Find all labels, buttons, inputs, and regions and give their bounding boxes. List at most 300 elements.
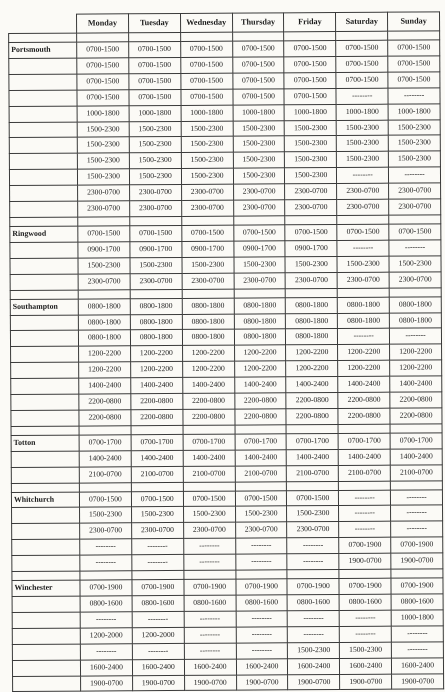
separator-cell [337, 288, 389, 297]
shift-cell: 1900-0700 [132, 675, 184, 691]
shift-cell: 2200-0800 [390, 408, 442, 424]
separator-cell [128, 32, 180, 41]
shift-cell: 0700-1900 [184, 579, 236, 595]
shift-cell: 0700-1500 [129, 89, 181, 105]
location-cell [9, 106, 77, 122]
shift-cell: 1000-1800 [181, 105, 233, 121]
shift-cell: 0800-1800 [338, 313, 390, 329]
location-cell [10, 330, 78, 346]
day-header: Thursday [232, 13, 284, 32]
shift-cell: 1400-2400 [131, 378, 183, 394]
shift-cell: 1400-2400 [338, 449, 390, 465]
shift-cell: 1500-2300 [131, 507, 183, 523]
shift-cell: 0700-1900 [391, 537, 443, 553]
separator-cell [388, 31, 440, 40]
shift-cell: 1200-2000 [132, 627, 184, 643]
shift-cell: 1200-2200 [130, 346, 182, 362]
table-row [9, 40, 440, 59]
shift-cell: -------- [236, 643, 288, 659]
table-row [10, 199, 441, 218]
shift-cell: -------- [336, 88, 388, 104]
shift-cell: 2200-0800 [183, 409, 235, 425]
shift-cell: 2300-0700 [129, 185, 181, 201]
separator-cell [339, 569, 391, 578]
shift-cell: 1500-2300 [285, 152, 337, 168]
shift-cell: 1600-2400 [80, 659, 132, 675]
shift-cell: 2200-0800 [183, 393, 235, 409]
shift-cell: 2100-0700 [235, 465, 287, 481]
shift-cell: -------- [80, 612, 132, 628]
shift-cell: 1200-2200 [234, 345, 286, 361]
shift-cell: 1900-0700 [288, 674, 340, 690]
shift-cell: 0800-1800 [389, 296, 441, 312]
shift-cell: 1500-2300 [235, 506, 287, 522]
shift-cell: 0700-1500 [233, 225, 285, 241]
shift-cell: 1000-1800 [336, 104, 388, 120]
day-header: Saturday [336, 12, 388, 31]
shift-cell: 0700-1500 [336, 72, 388, 88]
location-cell [9, 122, 77, 138]
table-row [12, 578, 443, 597]
shift-cell: -------- [389, 167, 441, 183]
shift-cell: -------- [236, 611, 288, 627]
shift-cell: 2100-0700 [79, 466, 131, 482]
location-cell [12, 508, 80, 524]
shift-cell: 2300-0700 [389, 199, 441, 215]
shift-cell: -------- [80, 539, 132, 555]
shift-cell: 0800-1800 [234, 313, 286, 329]
shift-cell: 2300-0700 [235, 522, 287, 538]
shift-cell: 0700-1900 [339, 578, 391, 594]
location-cell [9, 90, 77, 106]
shift-cell: 0700-1500 [235, 490, 287, 506]
shift-cell: 1900-0700 [392, 673, 444, 689]
location-cell [12, 555, 80, 571]
shift-cell: 1200-2200 [390, 344, 442, 360]
shift-cell: 1600-2400 [236, 658, 288, 674]
shift-cell: 1500-2300 [233, 168, 285, 184]
shift-cell: 0700-1500 [232, 41, 284, 57]
shift-cell: 0700-1500 [183, 491, 235, 507]
separator-cell [78, 217, 130, 226]
shift-cell: 1500-2300 [77, 153, 129, 169]
location-cell [11, 467, 79, 483]
shift-cell: 0700-1700 [390, 433, 442, 449]
location-cell [11, 378, 79, 394]
location-cell [11, 346, 79, 362]
shift-cell: 0700-1900 [132, 580, 184, 596]
shift-cell: 0800-1800 [182, 314, 234, 330]
shift-cell: 0700-1500 [388, 40, 440, 56]
shift-cell: 1600-2400 [288, 658, 340, 674]
shift-cell: 0800-1800 [182, 330, 234, 346]
shift-cell: 0700-1500 [180, 57, 232, 73]
shift-cell: 0700-1500 [131, 491, 183, 507]
table-row [9, 151, 440, 170]
shift-cell: 1000-1800 [388, 103, 440, 119]
separator-cell [235, 570, 287, 579]
shift-cell: 0700-1500 [285, 224, 337, 240]
separator-cell [391, 569, 443, 578]
shift-cell: 2300-0700 [80, 523, 132, 539]
separator-cell [10, 290, 78, 299]
separator-cell [79, 482, 131, 491]
shift-cell: 0800-1600 [80, 596, 132, 612]
shift-cell: 0700-1500 [287, 490, 339, 506]
shift-cell: 0700-1500 [181, 89, 233, 105]
shift-cell: 0700-1500 [180, 41, 232, 57]
shift-cell: 1200-2000 [80, 628, 132, 644]
shift-cell: 0700-1500 [284, 40, 336, 56]
shift-cell: 2200-0800 [390, 392, 442, 408]
shift-cell: 2200-0800 [338, 408, 390, 424]
shift-cell: 0700-1500 [77, 42, 129, 58]
shift-cell: 0700-1500 [129, 73, 181, 89]
shift-cell: 0800-1800 [78, 314, 130, 330]
shift-cell: 0700-1500 [388, 72, 440, 88]
shift-cell: 1500-2300 [80, 507, 132, 523]
shift-cell: 1400-2400 [235, 450, 287, 466]
shift-cell: -------- [337, 167, 389, 183]
shift-cell: 0800-1600 [339, 594, 391, 610]
shift-cell: 1500-2300 [389, 256, 441, 272]
separator-cell [130, 216, 182, 225]
location-cell [12, 660, 80, 676]
separator-cell [132, 571, 184, 580]
shift-cell: 0700-1500 [388, 56, 440, 72]
shift-cell: 0800-1600 [184, 595, 236, 611]
location-cell [9, 58, 77, 74]
shift-cell: 0700-1700 [287, 433, 339, 449]
shift-cell: 1400-2400 [79, 378, 131, 394]
rota-sheet [8, 11, 444, 692]
table-row [11, 408, 442, 427]
shift-cell: -------- [391, 642, 443, 658]
shift-cell: 0700-1500 [182, 225, 234, 241]
shift-cell: -------- [183, 538, 235, 554]
location-label: Whitchurch [11, 492, 79, 508]
shift-cell: 1500-2300 [77, 137, 129, 153]
shift-cell: 1500-2300 [129, 169, 181, 185]
shift-cell: 2200-0800 [131, 393, 183, 409]
shift-cell: 0700-1500 [284, 88, 336, 104]
shift-cell: 1500-2300 [130, 257, 182, 273]
table-row [9, 119, 440, 138]
location-cell [9, 138, 77, 154]
table-row [12, 594, 443, 613]
location-cell [11, 394, 79, 410]
shift-cell: 0800-1800 [234, 329, 286, 345]
shift-cell: 1500-2300 [389, 151, 441, 167]
shift-cell: 1900-0700 [81, 675, 133, 691]
shift-cell: 2200-0800 [79, 394, 131, 410]
shift-cell: -------- [80, 643, 132, 659]
shift-cell: 0800-1800 [389, 312, 441, 328]
shift-cell: 2100-0700 [183, 466, 235, 482]
shift-cell: -------- [338, 329, 390, 345]
shift-cell: -------- [132, 555, 184, 571]
shift-cell: 1000-1800 [77, 105, 129, 121]
shift-cell: 0800-1800 [338, 297, 390, 313]
shift-cell: 2300-0700 [78, 273, 130, 289]
shift-cell: 0800-1800 [78, 298, 130, 314]
shift-cell: 1600-2400 [184, 659, 236, 675]
table-row [11, 344, 442, 363]
separator-cell [285, 215, 337, 224]
shift-cell: 1200-2200 [390, 360, 442, 376]
shift-cell: 2100-0700 [131, 466, 183, 482]
table-row [10, 296, 441, 315]
shift-cell: 1500-2300 [288, 642, 340, 658]
shift-cell: 1500-2300 [181, 121, 233, 137]
shift-cell: 0700-1700 [235, 434, 287, 450]
shift-cell: -------- [339, 506, 391, 522]
day-header: Tuesday [128, 13, 180, 32]
shift-cell: 1500-2300 [388, 135, 440, 151]
table-row [9, 72, 440, 91]
shift-cell: 1200-2200 [182, 361, 234, 377]
separator-cell [234, 288, 286, 297]
table-row [10, 256, 441, 275]
separator-cell [338, 424, 390, 433]
separator-cell [10, 217, 78, 226]
shift-cell: 1900-0700 [184, 675, 236, 691]
shift-cell: 1500-2300 [388, 119, 440, 135]
separator-cell [78, 289, 130, 298]
shift-cell: 1200-2200 [338, 344, 390, 360]
separator-cell [77, 33, 129, 42]
shift-cell: 1500-2300 [337, 152, 389, 168]
shift-cell: 2300-0700 [287, 522, 339, 538]
table-row [10, 272, 441, 291]
shift-cell: 1500-2300 [285, 256, 337, 272]
shift-cell: -------- [80, 555, 132, 571]
shift-cell: -------- [388, 88, 440, 104]
separator-cell [233, 216, 285, 225]
separator-cell [337, 215, 389, 224]
location-cell [9, 74, 77, 90]
shift-cell: 1200-2200 [234, 361, 286, 377]
shift-cell: 0800-1600 [132, 595, 184, 611]
header-row [9, 12, 440, 34]
separator-cell [11, 483, 79, 492]
shift-cell: 2300-0700 [285, 184, 337, 200]
table-row [9, 103, 440, 122]
location-label: Winchester [12, 580, 80, 596]
shift-cell: 0700-1500 [78, 226, 130, 242]
shift-rota-table [8, 11, 444, 692]
table-row [9, 135, 440, 154]
shift-cell: 0900-1700 [182, 241, 234, 257]
shift-cell: 2300-0700 [285, 200, 337, 216]
shift-cell: 2200-0800 [131, 409, 183, 425]
location-cell [12, 644, 80, 660]
shift-cell: 1500-2300 [77, 121, 129, 137]
shift-cell: 1500-2300 [337, 136, 389, 152]
shift-cell: 0700-1900 [236, 579, 288, 595]
location-cell [9, 169, 77, 185]
shift-cell: -------- [287, 538, 339, 554]
shift-cell: 2200-0800 [286, 393, 338, 409]
shift-cell: 2300-0700 [181, 200, 233, 216]
shift-cell: 1500-2300 [183, 507, 235, 523]
shift-cell: 0800-1800 [78, 330, 130, 346]
shift-cell: -------- [339, 522, 391, 538]
shift-cell: 0800-1800 [286, 297, 338, 313]
table-row [9, 56, 440, 75]
shift-cell: 0700-1500 [232, 73, 284, 89]
shift-cell: 0900-1700 [233, 241, 285, 257]
shift-cell: 2100-0700 [390, 465, 442, 481]
table-row [12, 642, 443, 661]
shift-cell: 1200-2200 [79, 346, 131, 362]
shift-cell: -------- [184, 554, 236, 570]
shift-cell: 1200-2200 [286, 361, 338, 377]
shift-cell: -------- [288, 626, 340, 642]
shift-cell: 0700-1500 [336, 56, 388, 72]
separator-cell [9, 33, 77, 42]
shift-cell: 1000-1800 [129, 105, 181, 121]
day-header: Friday [284, 12, 336, 31]
separator-cell [391, 480, 443, 489]
shift-cell: -------- [236, 627, 288, 643]
shift-cell: 0900-1700 [285, 240, 337, 256]
separator-cell [131, 425, 183, 434]
shift-cell: -------- [132, 611, 184, 627]
shift-cell: 0700-1900 [287, 579, 339, 595]
shift-cell: -------- [339, 610, 391, 626]
shift-cell: 0700-1500 [77, 89, 129, 105]
location-cell [10, 258, 78, 274]
shift-cell: 1500-2300 [129, 137, 181, 153]
shift-cell: 0700-1500 [129, 41, 181, 57]
location-cell [12, 596, 80, 612]
shift-cell: 1500-2300 [129, 153, 181, 169]
shift-cell: 2300-0700 [337, 272, 389, 288]
shift-cell: -------- [390, 328, 442, 344]
shift-cell: 0700-1500 [232, 57, 284, 73]
shift-cell: 2300-0700 [131, 523, 183, 539]
shift-cell: 1200-2200 [338, 360, 390, 376]
shift-cell: 1900-0700 [339, 553, 391, 569]
shift-cell: 1500-2300 [181, 137, 233, 153]
shift-cell: -------- [287, 554, 339, 570]
location-cell [9, 153, 77, 169]
shift-cell: -------- [184, 627, 236, 643]
shift-cell: 0700-1700 [338, 433, 390, 449]
location-cell [12, 612, 80, 628]
separator-cell [12, 571, 80, 580]
shift-cell: 2300-0700 [78, 185, 130, 201]
shift-cell: 0700-1500 [181, 73, 233, 89]
shift-cell: 2200-0800 [79, 410, 131, 426]
shift-cell: 1500-2300 [129, 121, 181, 137]
corner-cell [9, 14, 77, 33]
shift-cell: 2300-0700 [182, 273, 234, 289]
shift-cell: 0700-1500 [336, 40, 388, 56]
shift-cell: 1200-2200 [130, 362, 182, 378]
location-cell [10, 201, 78, 217]
separator-cell [79, 426, 131, 435]
shift-cell: 1600-2400 [132, 659, 184, 675]
table-row [13, 673, 444, 692]
location-cell [10, 242, 78, 258]
location-cell [12, 628, 80, 644]
separator-cell [181, 216, 233, 225]
shift-cell: 0800-1800 [130, 298, 182, 314]
shift-cell: -------- [235, 554, 287, 570]
separator-cell [11, 426, 79, 435]
shift-cell: 0700-1900 [80, 580, 132, 596]
shift-cell: 2200-0800 [338, 392, 390, 408]
separator-cell [286, 288, 338, 297]
shift-cell: -------- [339, 490, 391, 506]
shift-cell: 0800-1800 [130, 330, 182, 346]
location-label: Southampton [10, 299, 78, 315]
shift-cell: 2300-0700 [233, 200, 285, 216]
shift-cell: 1400-2400 [131, 450, 183, 466]
separator-cell [287, 570, 339, 579]
shift-cell: -------- [391, 489, 443, 505]
day-header: Wednesday [180, 13, 232, 32]
shift-cell: 1500-2300 [285, 120, 337, 136]
shift-cell: 0800-1800 [286, 329, 338, 345]
shift-cell: 1200-2200 [79, 362, 131, 378]
shift-cell: 1900-0700 [340, 674, 392, 690]
shift-cell: 1500-2300 [233, 136, 285, 152]
separator-cell [390, 424, 442, 433]
shift-cell: 1500-2300 [285, 168, 337, 184]
shift-cell: 2100-0700 [287, 465, 339, 481]
shift-cell: -------- [288, 610, 340, 626]
shift-cell: 2300-0700 [286, 272, 338, 288]
table-row [12, 553, 443, 572]
shift-cell: 1400-2400 [234, 377, 286, 393]
shift-cell: -------- [184, 643, 236, 659]
shift-cell: 2300-0700 [130, 273, 182, 289]
shift-cell: 0700-1500 [79, 491, 131, 507]
shift-cell: 0700-1500 [77, 74, 129, 90]
separator-cell [130, 289, 182, 298]
shift-cell: 0700-1900 [339, 537, 391, 553]
shift-cell: 1500-2300 [337, 256, 389, 272]
shift-cell: 2300-0700 [337, 183, 389, 199]
shift-cell: 1500-2300 [340, 642, 392, 658]
shift-cell: 1600-2400 [392, 657, 444, 673]
shift-cell: 0800-1600 [287, 594, 339, 610]
separator-cell [339, 481, 391, 490]
shift-cell: 2200-0800 [234, 393, 286, 409]
table-row [11, 360, 442, 379]
shift-cell: -------- [132, 539, 184, 555]
table-row [11, 392, 442, 411]
separator-cell [183, 482, 235, 491]
shift-cell: 0700-1500 [233, 89, 285, 105]
shift-cell: 1400-2400 [286, 377, 338, 393]
shift-cell: -------- [235, 538, 287, 554]
location-label: Ringwood [10, 226, 78, 242]
shift-cell: 2100-0700 [339, 465, 391, 481]
location-cell [13, 676, 81, 692]
shift-cell: 1400-2400 [390, 376, 442, 392]
shift-cell: 0700-1700 [131, 434, 183, 450]
location-cell [10, 185, 78, 201]
shift-cell: 1500-2300 [336, 120, 388, 136]
shift-cell: 1500-2300 [78, 258, 130, 274]
shift-cell: -------- [391, 521, 443, 537]
shift-cell: -------- [184, 611, 236, 627]
table-row [12, 537, 443, 556]
